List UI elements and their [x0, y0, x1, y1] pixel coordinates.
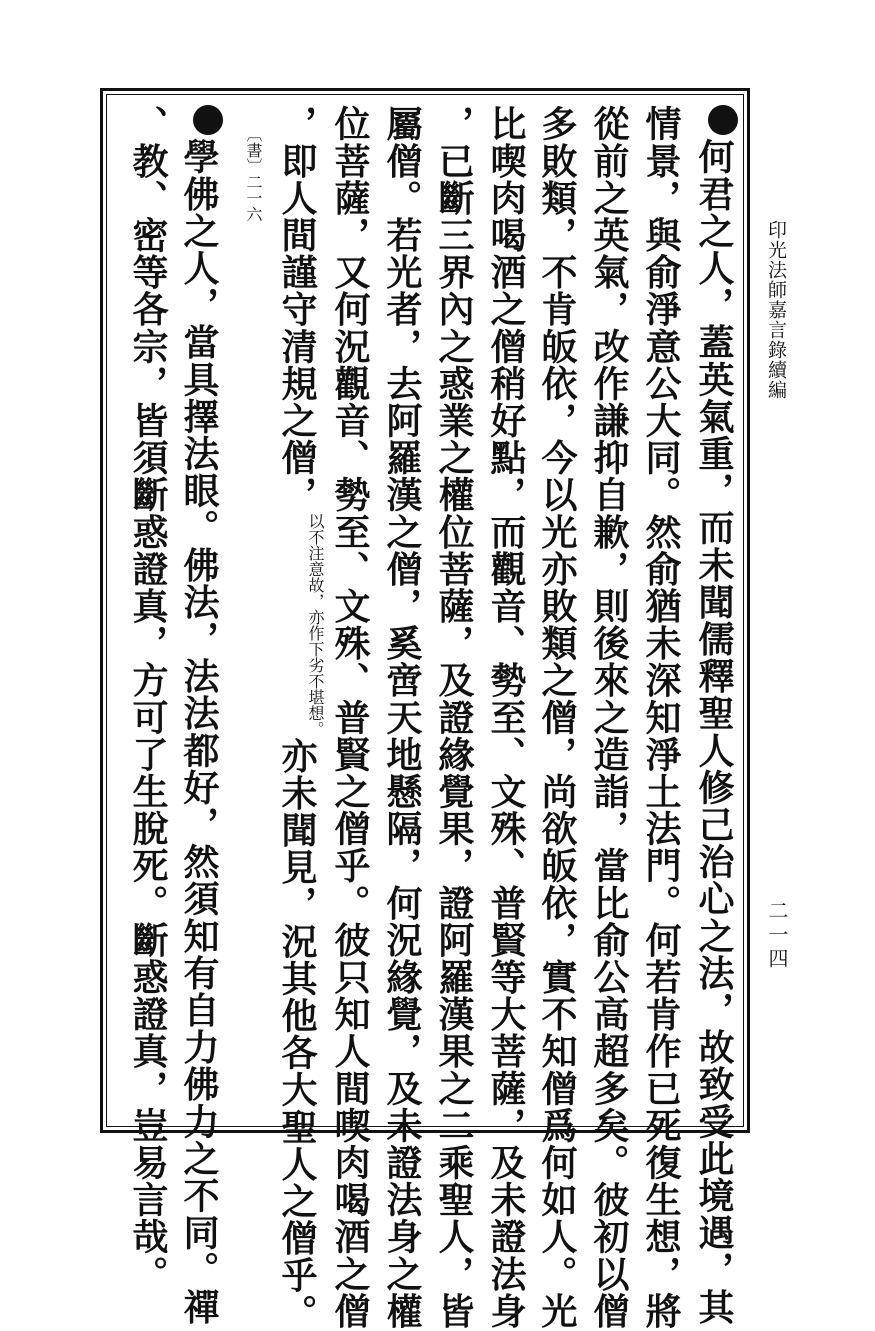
text-column: 情景，與俞淨意公大同。然俞猶未深知淨土法門。何若肯作已死復生想，將: [640, 105, 682, 1330]
interlinear-note: 以不注意故，亦作下劣不堪想。: [306, 513, 325, 738]
text-column: 位菩薩，又何況觀音、勢至、文殊、普賢之僧乎。彼只知人間喫肉喝酒之僧: [329, 105, 371, 1330]
page-number: 二一四: [765, 900, 789, 972]
text-column: 何君之人，蓋英氣重，而未聞儒釋聖人修己治心之法，故致受此境遇，其: [688, 105, 740, 1125]
text-column: 從前之英氣，改作謙抑自歉，則後來之造詣，當比俞公高超多矣。彼初以僧: [588, 105, 630, 1330]
paragraph-bullet-icon: [708, 105, 738, 135]
text-column: ，已斷三界內之惑業之權位菩薩，及證緣覺果，證阿羅漢果之二乘聖人，皆: [433, 105, 475, 1330]
text-column: 、教、密等各宗，皆須斷惑證真，方可了生脫死。斷惑證真，豈易言哉。: [127, 105, 169, 1293]
running-title: 印光法師嘉言錄續編: [765, 220, 787, 400]
text-column: 屬僧。若光者，去阿羅漢之僧，奚啻天地懸隔，何況緣覺，及未證法身之權: [381, 105, 423, 1330]
source-citation: 〔書〕二一六: [244, 126, 263, 222]
text-column: 學佛之人，當具擇法眼。佛法，法法都好，然須知有自力佛力之不同。禪: [173, 105, 225, 1125]
text-column: 比喫肉喝酒之僧稍好點，而觀音、勢至、文殊、普賢等大菩薩，及未證法身: [485, 105, 527, 1330]
text-column: 多敗類，不肯皈依，今以光亦敗類之僧，尚欲皈依，實不知僧爲何如人。光: [536, 105, 578, 1330]
paragraph-bullet-icon: [193, 105, 223, 135]
text-body: [127, 105, 740, 1331]
text-column-with-note: ，即人間謹守清規之僧，以不注意故，亦作下劣不堪想。亦未聞見，況其他各大聖人之僧乎。: [276, 105, 325, 1331]
